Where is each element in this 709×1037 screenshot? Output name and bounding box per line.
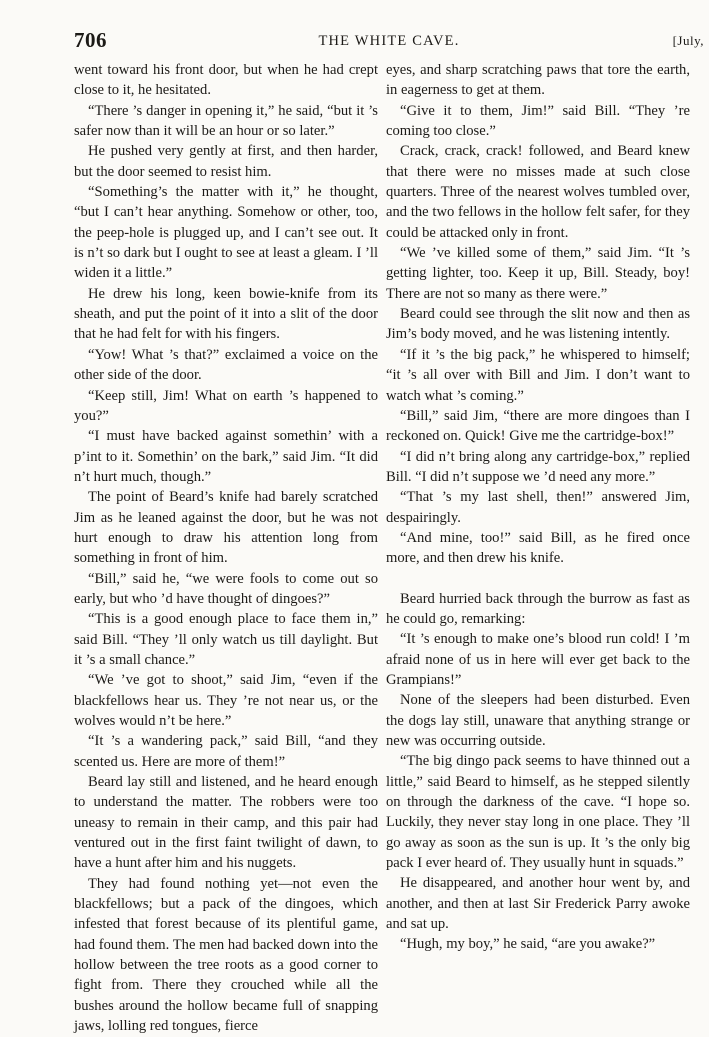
paragraph: “If it ’s the big pack,” he whispered to himself; “it ’s all over with Bill and Jim. I don’t want to watch what ’s coming.” xyxy=(386,346,690,404)
paragraph: He disappeared, and another hour went by, and another, and then at last Sir Frederick Parry awoke and sat up. xyxy=(386,875,690,933)
paragraph: “Bill,” said he, “we were fools to come out so early, but who ’d have thought of dingoes?” xyxy=(74,570,378,607)
paragraph: He pushed very gently at first, and then harder, but the door seemed to resist him. xyxy=(74,143,378,180)
paragraph: Crack, crack, crack! followed, and Beard knew that there were no misses made at such close quarters. Three of the nearest wolves tumbled over, and the two fellows in the hollow felt safer, for they could be attacked only in front. xyxy=(386,143,690,241)
paragraph: “Hugh, my boy,” he said, “are you awake?” xyxy=(400,936,656,953)
running-title: THE WHITE CAVE. xyxy=(318,33,460,49)
paragraph: “We ’ve killed some of them,” said Jim. “It ’s getting lighter, too. Keep it up, Bill. Steady, boy! There are not so many as there were.” xyxy=(386,245,690,302)
paragraph: “That ’s my last shell, then!” answered Jim, despairingly. xyxy=(386,489,690,526)
paragraph: “There ’s danger in opening it,” he said, “but it ’s safer now than it will be an hour or so later.” xyxy=(74,102,378,140)
paragraph: Beard hurried back through the burrow as fast as he could go, remarking: xyxy=(386,590,690,627)
paragraph: “I did n’t bring along any cartridge-box,” replied Bill. “I did n’t suppose we ’d need any more.” xyxy=(386,448,690,485)
paragraph: None of the sleepers had been disturbed. Even the dogs lay still, unaware that anything strange or new was occurring outside. xyxy=(386,692,690,749)
paragraph: “This is a good enough place to face them in,” said Bill. “They ’ll only watch us till daylight. But it ’s a small chance.” xyxy=(74,611,378,668)
paragraph: “Keep still, Jim! What on earth ’s happened to you?” xyxy=(74,387,378,424)
paragraph: “It ’s a wandering pack,” said Bill, “and they scented us. Here are more of them!” xyxy=(74,733,378,770)
paragraph: “Give it to them, Jim!” said Bill. “They ’re coming too close.” xyxy=(386,102,690,140)
issue-month: [July, xyxy=(672,33,704,48)
paragraph: “And mine, too!” said Bill, as he fired once more, and then drew his knife. xyxy=(386,529,690,567)
paragraph: “I must have backed against somethin’ with a p’int to it. Somethin’ on the bark,” said Jim. “It did n’t hurt much, though.” xyxy=(74,428,378,485)
paragraph: “Something’s the matter with it,” he thought, “but I can’t hear anything. Somehow or other, too, the peep-hole is plugged up, and I can’t see out. It is n’t so dark but I ought to see at least a gleam. I ’ll widen it a little.” xyxy=(74,184,378,282)
paragraph: “It ’s enough to make one’s blood run cold! I ’m afraid none of us in here will ever get back to the Grampians!” xyxy=(386,631,690,688)
paragraph: “The big dingo pack seems to have thinned out a little,” said Beard to himself, as he stepped silently on through the darkness of the cave. “I hope so. Luckily, they never stay long in one place. They ’ll go away as soon as the sun is up. It ’s the only big pack I ever heard of. They usually hunt in squads.” xyxy=(386,753,690,872)
paragraph: Beard could see through the slit now and then as Jim’s body moved, and he was listening intently. xyxy=(386,306,690,343)
page-header xyxy=(74,28,704,56)
paragraph: “Yow! What ’s that?” exclaimed a voice on the other side of the door. xyxy=(74,346,378,384)
paragraph: The point of Beard’s knife had barely scratched Jim as he leaned against the door, but he was not hurt enough to draw his attention long from something in front of him. xyxy=(74,489,378,567)
paragraph: “We ’ve got to shoot,” said Jim, “even if the blackfellows hear us. They ’re not near us, or the wolves would n’t be here.” xyxy=(74,672,378,729)
paragraph: went toward his front door, but when he had crept close to it, he hesitated. xyxy=(74,62,378,99)
paragraph: He drew his long, keen bowie-knife from its sheath, and put the point of it into a slit of the door that he had felt for with his fingers. xyxy=(74,285,378,343)
page-number: 706 xyxy=(74,28,107,52)
paragraph: Beard lay still and listened, and he heard enough to understand the matter. The robbers were too uneasy to remain in their camp, and this pair had ventured out in the first faint twilight of dawn, to have a hunt after him and his nuggets. xyxy=(74,774,378,872)
right-text-column xyxy=(386,60,690,955)
paragraph: They had found nothing yet—not even the blackfellows; but a pack of the dingoes, which infested that forest because of its plentiful game, had found them. The men had backed down into the hollow between the tree roots as a good corner to fight from. There they crouched while all the bushes around the hollow became full of snapping jaws, lolling red tongues, fierce xyxy=(74,875,378,1035)
paragraph: eyes, and sharp scratching paws that tore the earth, in eagerness to get at them. xyxy=(386,62,690,99)
paragraph: “Bill,” said Jim, “there are more dingoes than I reckoned on. Quick! Give me the cartridge-box!” xyxy=(386,407,690,445)
left-text-column xyxy=(74,60,378,1037)
section-break xyxy=(386,569,690,589)
